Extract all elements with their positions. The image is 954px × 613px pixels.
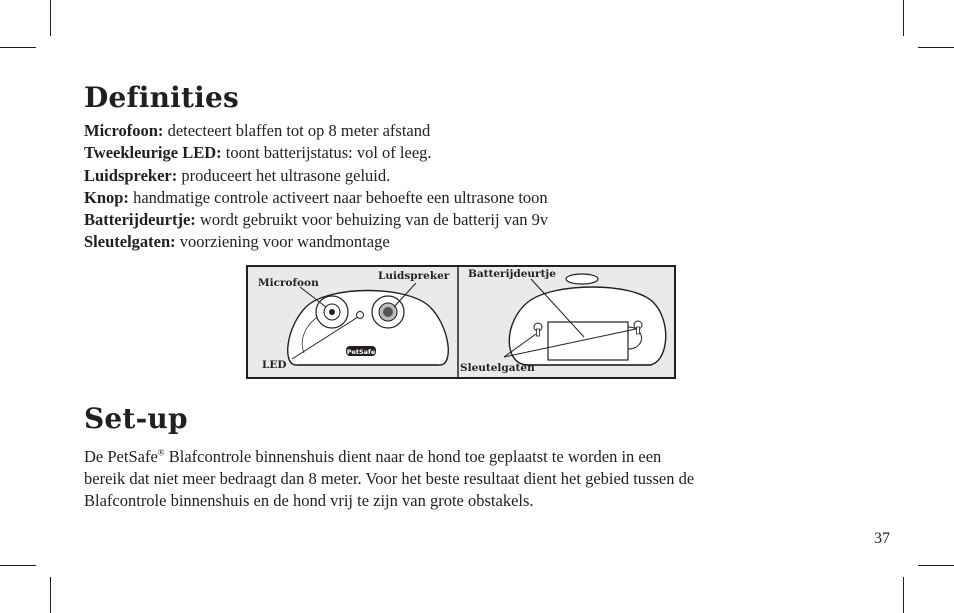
speaker-center: [383, 307, 393, 317]
definition-term: Tweekleurige LED:: [84, 143, 222, 163]
registered-mark: ®: [157, 447, 165, 458]
petsafe-logo-text: PetSafe: [346, 348, 376, 356]
crop-mark: [903, 577, 904, 613]
definition-item: [84, 187, 548, 209]
definitions-heading: Definities: [84, 81, 239, 114]
crop-mark: [918, 47, 954, 48]
definition-term: Knop:: [84, 187, 129, 207]
definition-item: [84, 120, 548, 142]
battery-door-label: Batterijdeurtje: [468, 268, 556, 280]
definition-text: voorziening voor wandmontage: [175, 232, 390, 252]
page-number: 37: [874, 530, 890, 547]
crop-mark: [50, 577, 51, 613]
setup-heading: Set-up: [84, 402, 188, 435]
definition-text: produceert het ultrasone geluid.: [177, 165, 391, 185]
device-back-view: [504, 274, 666, 365]
crop-mark: [903, 0, 904, 36]
keyholes-label: Sleutelgaten: [460, 362, 535, 374]
definition-term: Luidspreker:: [84, 165, 178, 185]
definition-text: toont batterijstatus: vol of leeg.: [221, 143, 432, 163]
device-illustration: [246, 265, 676, 379]
device-diagram: [248, 267, 674, 377]
setup-paragraph: [84, 446, 864, 512]
crop-mark: [918, 565, 954, 566]
microphone-label: Microfoon: [258, 277, 319, 289]
setup-line-text: Blafcontrole binnenshuis dient naar de hond toe geplaatst te worden in een: [164, 447, 662, 466]
microphone-center: [329, 309, 335, 315]
device-front-view: [288, 283, 449, 365]
brand-name: De PetSafe: [84, 447, 158, 466]
definition-item: [84, 231, 548, 253]
led-label: LED: [262, 359, 287, 371]
definition-term: Microfoon:: [84, 121, 164, 140]
definitions-list: [84, 120, 548, 254]
setup-line: Blafcontrole binnenshuis en de hond vrij te zijn van grote obstakels.: [84, 491, 534, 510]
definition-term: Sleutelgaten:: [84, 232, 176, 252]
speaker-label: Luidspreker: [378, 270, 450, 282]
definition-text: detecteert blaffen tot op 8 meter afstand: [163, 121, 431, 140]
definition-text: handmatige controle activeert naar behoefte een ultrasone toon: [128, 187, 548, 207]
device-top-button: [566, 274, 598, 284]
definition-item: [84, 165, 548, 187]
battery-door-icon: [548, 322, 628, 360]
crop-mark: [0, 565, 36, 566]
definition-item: [84, 142, 548, 164]
crop-mark: [50, 0, 51, 36]
definition-text: wordt gebruikt voor behuizing van de batterij van 9v: [195, 210, 549, 230]
setup-line: bereik dat niet meer bedraagt dan 8 meter. Voor het beste resultaat dient het gebied tussen de: [84, 469, 695, 488]
crop-mark: [0, 47, 36, 48]
definition-term: Batterijdeurtje:: [84, 210, 196, 230]
keyhole-left-slot: [537, 329, 540, 336]
setup-line: [84, 446, 864, 468]
keyhole-right-slot: [637, 327, 640, 334]
definition-item: [84, 209, 548, 231]
